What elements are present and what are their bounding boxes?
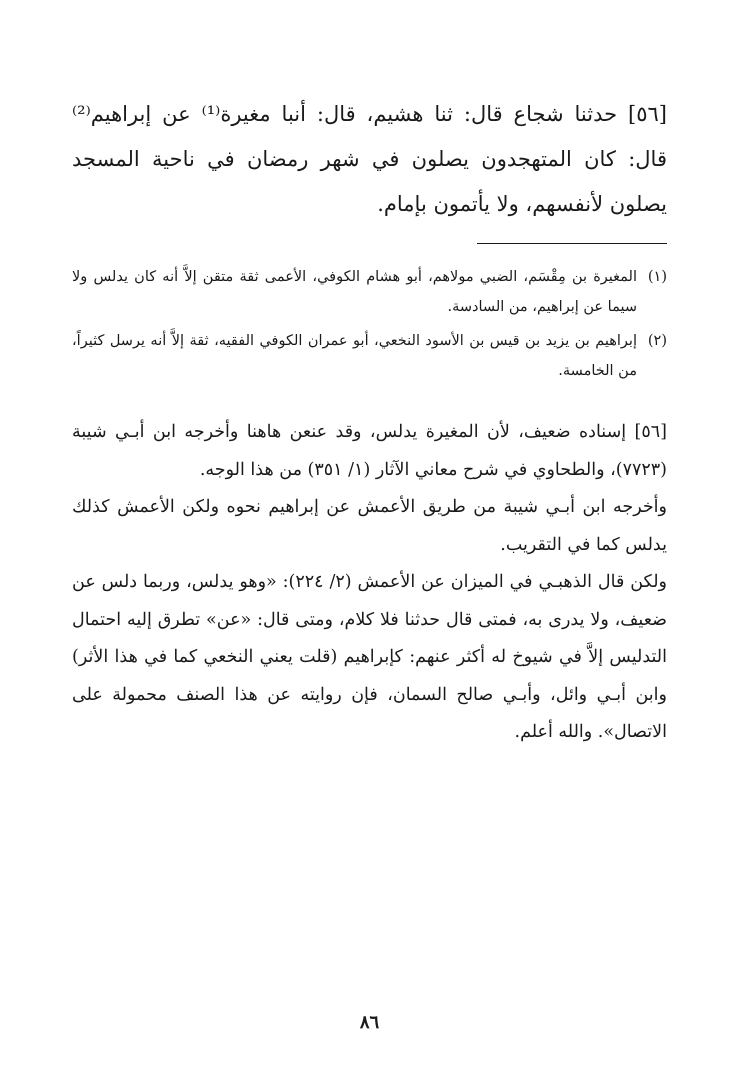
commentary-paragraph: ولكن قال الذهبـي في الميزان عن الأعمش (٢/ ٢٢٤): «وهو يدلس، وربما دلس عن ضعيف، ولا يدرى به، فمتى قال حدثنا فلا كلام، ومتى قال: «عن» تطرق إليه احتمال التدليس إلاَّ في شيوخ له أكثر عنهم: كإبراهيم (قلت يعني النخعي كما في هذا الأثر) وابن أبـي وائل، وأبـي صالح السمان، فإن روايته عن هذا الصنف محمولة على الاتصال». والله أعلم.	[72, 572, 668, 742]
footnote-text: إبراهيم بن يزيد بن قيس بن الأسود النخعي، أبو عمران الكوفي الفقيه، ثقة إلاَّ أنه يرسل كثيراً، من الخامسة.	[72, 333, 637, 379]
footnote-number: (١)	[647, 269, 667, 285]
footnotes	[72, 262, 667, 390]
footnote-number: (٢)	[647, 333, 667, 349]
footnote-item	[72, 262, 667, 322]
hadith-text	[72, 92, 667, 227]
footnote-divider	[477, 243, 667, 244]
footnote-text: المغيرة بن مِقْسَم، الضبي مولاهم، أبو هشام الكوفي، الأعمى ثقة متقن إلاَّ أنه كان يدلس ولا سيما عن إبراهيم، من السادسة.	[72, 269, 637, 315]
hadith-paragraph: [٥٦] حدثنا شجاع قال: ثنا هشيم، قال: أنبا مغيرة⁽¹⁾ عن إبراهيم⁽²⁾ قال: كان المتهجدون يصلون في شهر رمضان في ناحية المسجد يصلون لأنفسهم، ولا يأتمون بإمام.	[72, 102, 667, 216]
footnote-item	[72, 326, 667, 386]
commentary-paragraph: [٥٦] إسناده ضعيف، لأن المغيرة يدلس، وقد عنعن هاهنا وأخرجه ابن أبـي شيبة (٧٧٢٣)، والطحاوي في شرح معاني الآثار (١/ ٣٥١) من هذا الوجه.	[72, 422, 667, 480]
commentary	[72, 414, 667, 752]
page-number: ٨٦	[359, 1012, 380, 1033]
commentary-paragraph: وأخرجه ابن أبـي شيبة من طريق الأعمش عن إبراهيم نحوه ولكن الأعمش كذلك يدلس كما في التقريب.	[72, 497, 667, 555]
